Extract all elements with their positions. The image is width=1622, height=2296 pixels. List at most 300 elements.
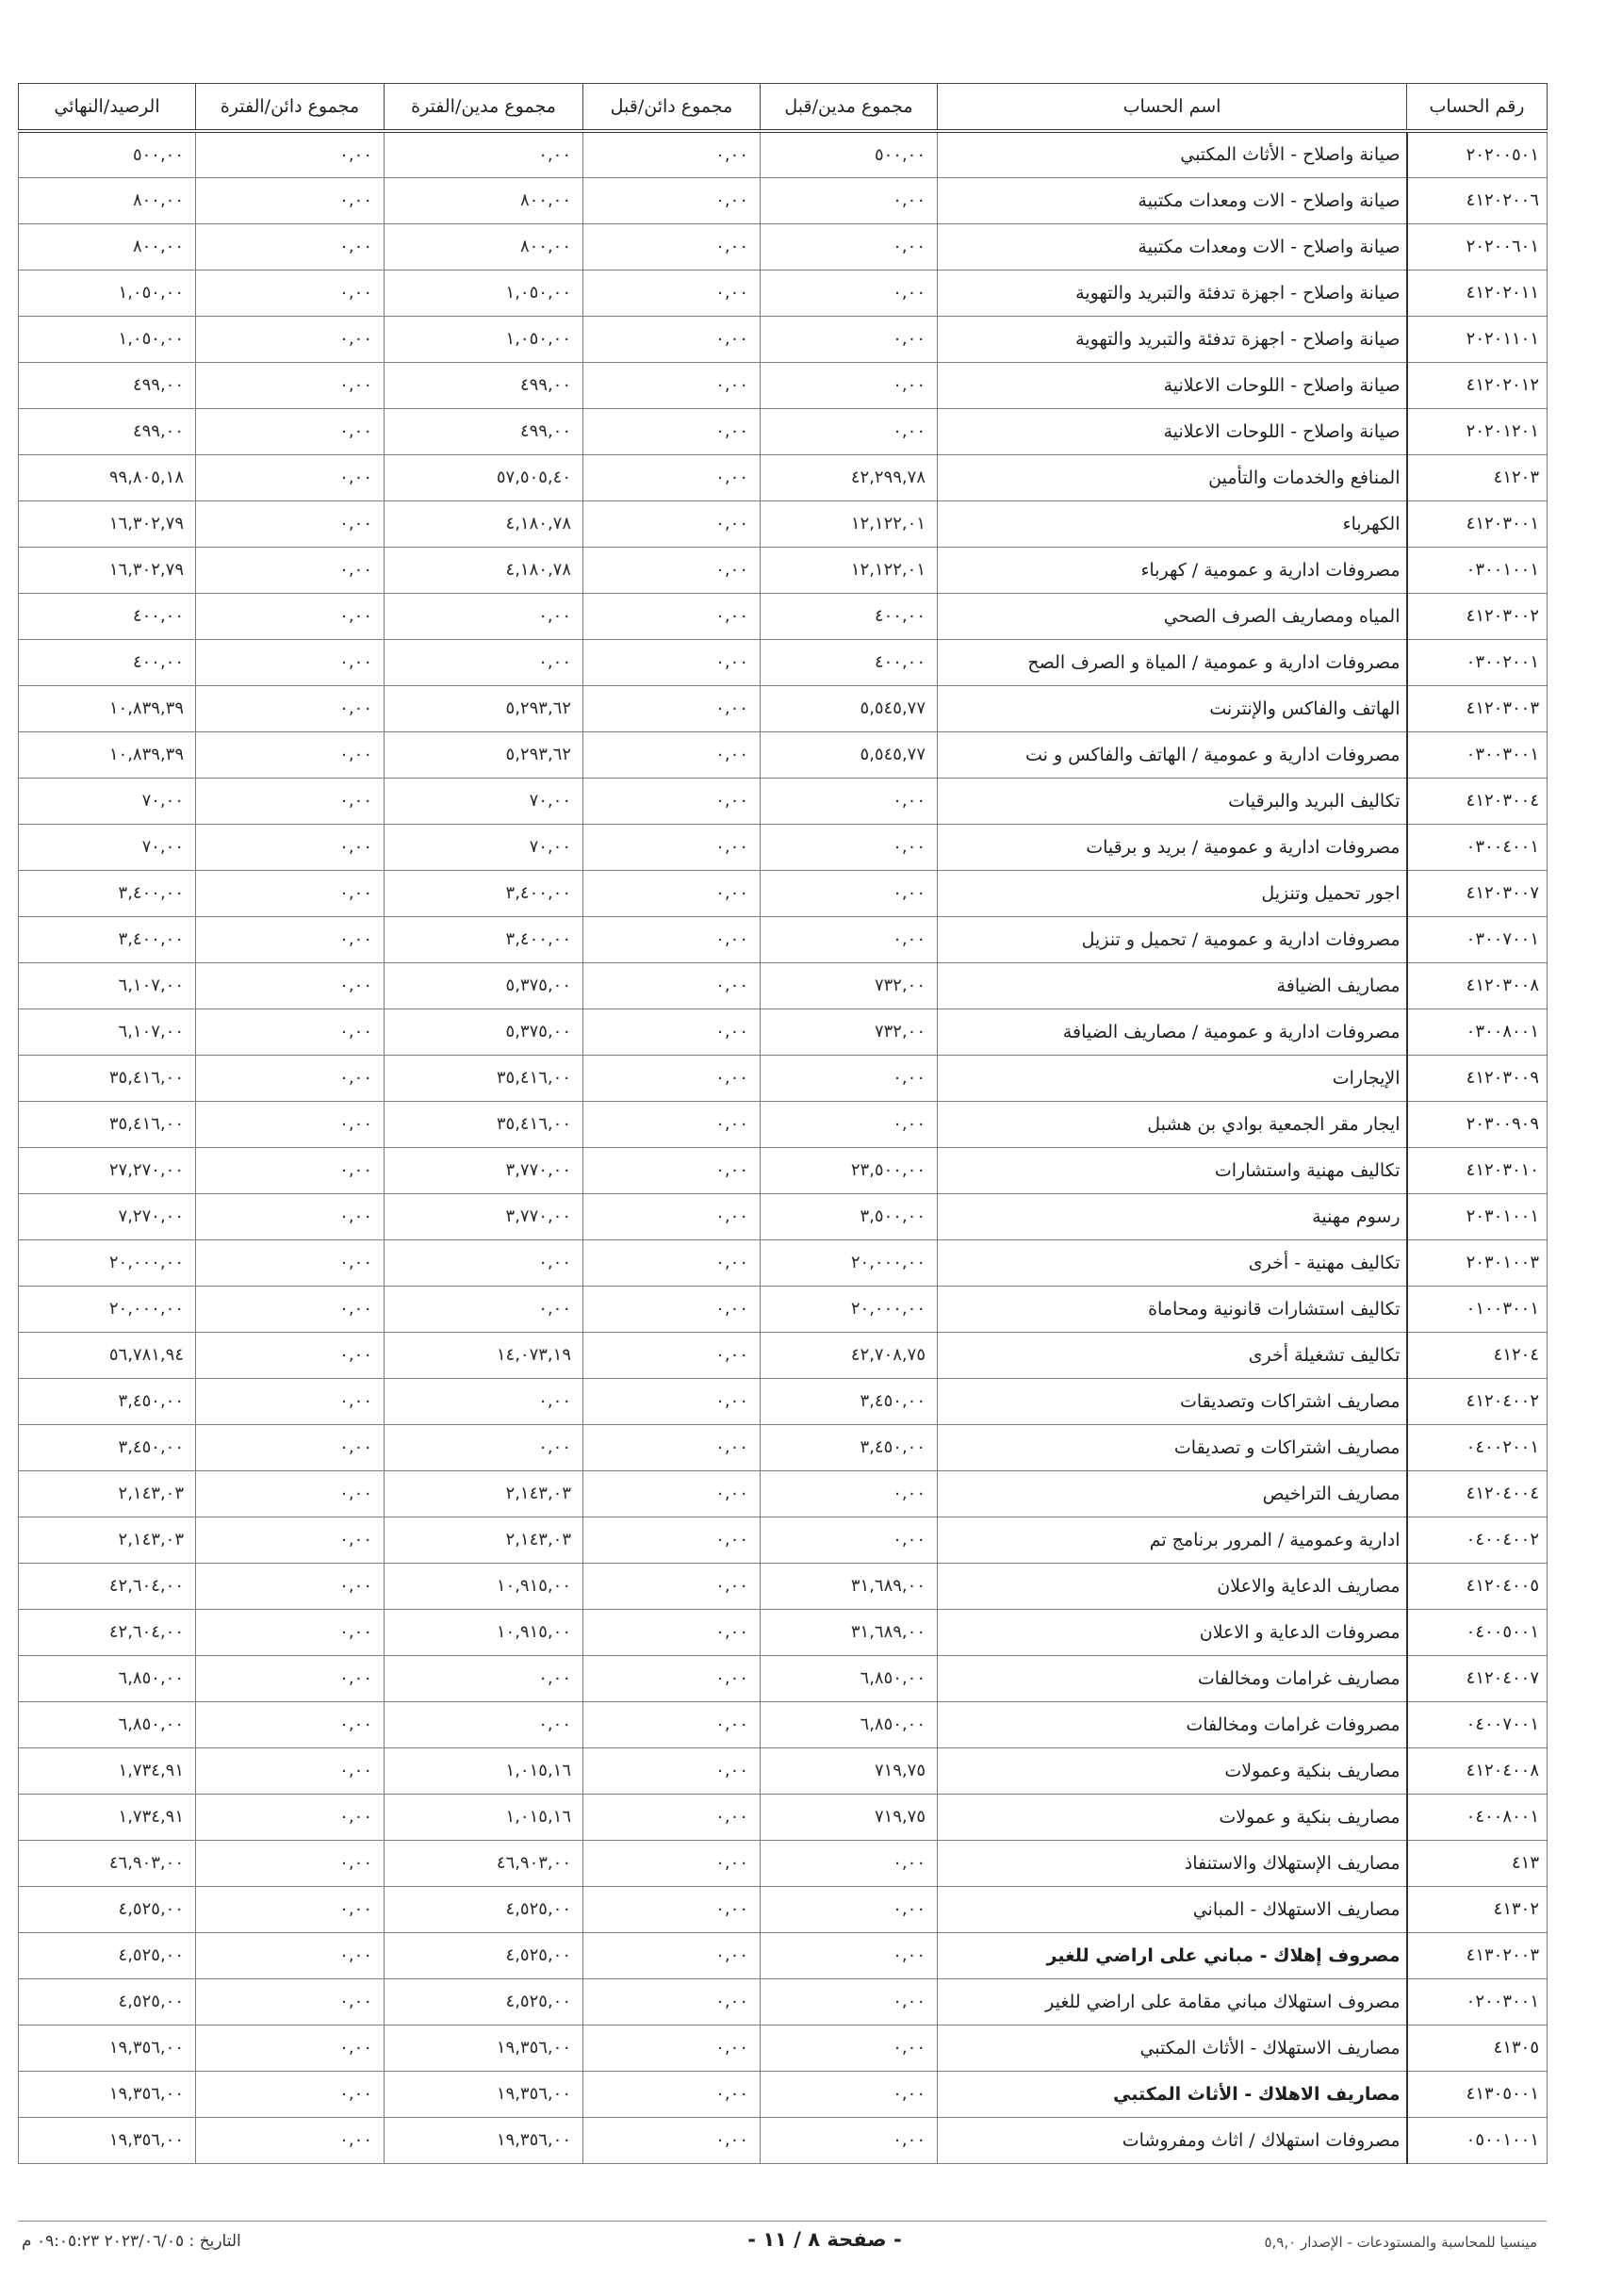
account-number-cell: ٠٥٠٠١٠٠١	[1407, 2117, 1548, 2163]
table-row	[19, 1517, 1548, 1563]
credit-period-cell: ٠,٠٠	[196, 1332, 385, 1378]
account-number-cell: ٤١٢٠٤	[1407, 1332, 1548, 1378]
debit-period-cell: ١,٠١٥,١٦	[385, 1747, 583, 1794]
account-name-cell: تكاليف البريد والبرقيات	[938, 778, 1407, 824]
debit-before-cell: ٧١٩,٧٥	[761, 1794, 938, 1840]
credit-before-cell: ٠,٠٠	[583, 2117, 761, 2163]
credit-before-cell: ٠,٠٠	[583, 1932, 761, 1978]
credit-period-cell: ٠,٠٠	[196, 177, 385, 223]
account-name-cell: المنافع والخدمات والتأمين	[938, 454, 1407, 500]
credit-period-cell: ٠,٠٠	[196, 639, 385, 685]
credit-before-cell: ٠,٠٠	[583, 223, 761, 270]
account-name-cell: مصاريف اشتراكات وتصديقات	[938, 1378, 1407, 1424]
account-number-cell: ٢٠٢٠١٢٠١	[1407, 408, 1548, 454]
account-number-cell: ٢٠٣٠١٠٠١	[1407, 1193, 1548, 1239]
final-balance-cell: ٤٩٩,٠٠	[19, 408, 196, 454]
final-balance-cell: ٦,٨٥٠,٠٠	[19, 1701, 196, 1747]
debit-period-cell: ٧٠,٠٠	[385, 778, 583, 824]
debit-period-cell: ٨٠٠,٠٠	[385, 177, 583, 223]
credit-before-cell: ٠,٠٠	[583, 962, 761, 1009]
table-row	[19, 962, 1548, 1009]
debit-before-cell: ٠,٠٠	[761, 2071, 938, 2117]
table-row	[19, 1286, 1548, 1332]
account-name-cell: صيانة واصلاح - الات ومعدات مكتبية	[938, 223, 1407, 270]
debit-period-cell: ٠,٠٠	[385, 639, 583, 685]
final-balance-cell: ١,٧٣٤,٩١	[19, 1794, 196, 1840]
credit-before-cell: ٠,٠٠	[583, 1193, 761, 1239]
account-name-cell: مصروفات ادارية و عمومية / الهاتف والفاكس و نت	[938, 731, 1407, 778]
account-name-cell: اجور تحميل وتنزيل	[938, 870, 1407, 916]
account-name-cell: صيانة واصلاح - اجهزة تدفئة والتبريد والتهوية	[938, 270, 1407, 316]
table-row	[19, 1332, 1548, 1378]
table-row	[19, 1840, 1548, 1886]
header-final-balance: الرصيد/النهائي	[19, 84, 196, 132]
final-balance-cell: ٧٠,٠٠	[19, 778, 196, 824]
account-name-cell: الإيجارات	[938, 1055, 1407, 1101]
debit-period-cell: ٠,٠٠	[385, 593, 583, 639]
debit-before-cell: ٠,٠٠	[761, 2117, 938, 2163]
account-name-cell: تكاليف استشارات قانونية ومحاماة	[938, 1286, 1407, 1332]
debit-before-cell: ٠,٠٠	[761, 2025, 938, 2071]
debit-period-cell: ٠,٠٠	[385, 131, 583, 177]
account-name-cell: مصروفات غرامات ومخالفات	[938, 1701, 1407, 1747]
account-number-cell: ٠٤٠٠٢٠٠١	[1407, 1424, 1548, 1470]
final-balance-cell: ٣,٤٠٠,٠٠	[19, 916, 196, 962]
debit-period-cell: ١٩,٣٥٦,٠٠	[385, 2025, 583, 2071]
debit-period-cell: ١,٠٥٠,٠٠	[385, 270, 583, 316]
final-balance-cell: ٤٠٠,٠٠	[19, 593, 196, 639]
final-balance-cell: ٦,٨٥٠,٠٠	[19, 1655, 196, 1701]
credit-before-cell: ٠,٠٠	[583, 1886, 761, 1932]
debit-before-cell: ٠,٠٠	[761, 408, 938, 454]
credit-period-cell: ٠,٠٠	[196, 1840, 385, 1886]
account-number-cell: ٤١٣	[1407, 1840, 1548, 1886]
credit-before-cell: ٠,٠٠	[583, 547, 761, 593]
debit-period-cell: ٤,١٨٠,٧٨	[385, 500, 583, 547]
credit-before-cell: ٠,٠٠	[583, 593, 761, 639]
credit-before-cell: ٠,٠٠	[583, 1055, 761, 1101]
table-row	[19, 1563, 1548, 1609]
table-row	[19, 454, 1548, 500]
credit-period-cell: ٠,٠٠	[196, 1655, 385, 1701]
credit-before-cell: ٠,٠٠	[583, 1701, 761, 1747]
table-row	[19, 500, 1548, 547]
credit-period-cell: ٠,٠٠	[196, 454, 385, 500]
debit-period-cell: ٢,١٤٣,٠٣	[385, 1470, 583, 1517]
final-balance-cell: ١٦,٣٠٢,٧٩	[19, 500, 196, 547]
debit-period-cell: ٥,٣٧٥,٠٠	[385, 962, 583, 1009]
final-balance-cell: ٤٦,٩٠٣,٠٠	[19, 1840, 196, 1886]
debit-period-cell: ٧٠,٠٠	[385, 824, 583, 870]
credit-before-cell: ٠,٠٠	[583, 454, 761, 500]
debit-before-cell: ٤٠٠,٠٠	[761, 593, 938, 639]
credit-before-cell: ٠,٠٠	[583, 500, 761, 547]
account-name-cell: مصروف إهلاك - مباني على اراضي للغير	[938, 1932, 1407, 1978]
final-balance-cell: ٧,٢٧٠,٠٠	[19, 1193, 196, 1239]
final-balance-cell: ١,٠٥٠,٠٠	[19, 316, 196, 362]
account-name-cell: مصاريف الاستهلاك - الأثاث المكتبي	[938, 2025, 1407, 2071]
final-balance-cell: ١٩,٣٥٦,٠٠	[19, 2117, 196, 2163]
account-name-cell: مصروفات ادارية و عمومية / المياة و الصرف الصح	[938, 639, 1407, 685]
debit-period-cell: ٣,٤٠٠,٠٠	[385, 870, 583, 916]
debit-before-cell: ٠,٠٠	[761, 1840, 938, 1886]
trial-balance-table	[18, 83, 1548, 2164]
debit-period-cell: ٤,١٨٠,٧٨	[385, 547, 583, 593]
account-name-cell: مصروف استهلاك مباني مقامة على اراضي للغير	[938, 1978, 1407, 2025]
table-row	[19, 1747, 1548, 1794]
account-name-cell: صيانة واصلاح - الأثاث المكتبي	[938, 131, 1407, 177]
debit-before-cell: ٠,٠٠	[761, 1101, 938, 1147]
account-number-cell: ٤١٢٠٣٠٠٢	[1407, 593, 1548, 639]
debit-period-cell: ١,٠٥٠,٠٠	[385, 316, 583, 362]
table-row	[19, 2071, 1548, 2117]
credit-before-cell: ٠,٠٠	[583, 316, 761, 362]
account-number-cell: ٤١٢٠٣٠٠٧	[1407, 870, 1548, 916]
account-name-cell: الكهرباء	[938, 500, 1407, 547]
debit-before-cell: ٠,٠٠	[761, 270, 938, 316]
credit-before-cell: ٠,٠٠	[583, 408, 761, 454]
debit-period-cell: ٤,٥٢٥,٠٠	[385, 1978, 583, 2025]
table-row	[19, 731, 1548, 778]
account-number-cell: ٤١٢٠٢٠١١	[1407, 270, 1548, 316]
credit-period-cell: ٠,٠٠	[196, 1886, 385, 1932]
account-name-cell: مصروفات ادارية و عمومية / بريد و برقيات	[938, 824, 1407, 870]
table-row	[19, 824, 1548, 870]
credit-period-cell: ٠,٠٠	[196, 1378, 385, 1424]
final-balance-cell: ٤,٥٢٥,٠٠	[19, 1978, 196, 2025]
table-row	[19, 1101, 1548, 1147]
credit-period-cell: ٠,٠٠	[196, 1794, 385, 1840]
account-number-cell: ٠٤٠٠٧٠٠١	[1407, 1701, 1548, 1747]
credit-period-cell: ٠,٠٠	[196, 2025, 385, 2071]
credit-period-cell: ٠,٠٠	[196, 1470, 385, 1517]
account-name-cell: مصاريف بنكية وعمولات	[938, 1747, 1407, 1794]
account-name-cell: مصاريف الاهلاك - الأثاث المكتبي	[938, 2071, 1407, 2117]
debit-period-cell: ٤,٥٢٥,٠٠	[385, 1886, 583, 1932]
debit-before-cell: ٠,٠٠	[761, 1055, 938, 1101]
account-number-cell: ٢٠٢٠٠٥٠١	[1407, 131, 1548, 177]
account-name-cell: مصاريف الضيافة	[938, 962, 1407, 1009]
account-number-cell: ٤١٣٠٢	[1407, 1886, 1548, 1932]
final-balance-cell: ٨٠٠,٠٠	[19, 177, 196, 223]
table-row	[19, 1609, 1548, 1655]
account-number-cell: ٤١٢٠٣	[1407, 454, 1548, 500]
final-balance-cell: ٦,١٠٧,٠٠	[19, 1009, 196, 1055]
credit-before-cell: ٠,٠٠	[583, 1147, 761, 1193]
account-number-cell: ٤١٣٠٥	[1407, 2025, 1548, 2071]
debit-before-cell: ١٢,١٢٢,٠١	[761, 500, 938, 547]
debit-period-cell: ٥,٢٩٣,٦٢	[385, 731, 583, 778]
credit-before-cell: ٠,٠٠	[583, 870, 761, 916]
final-balance-cell: ٥٠٠,٠٠	[19, 131, 196, 177]
debit-before-cell: ٥,٥٤٥,٧٧	[761, 685, 938, 731]
credit-period-cell: ٠,٠٠	[196, 1147, 385, 1193]
table-row	[19, 547, 1548, 593]
credit-before-cell: ٠,٠٠	[583, 131, 761, 177]
account-name-cell: رسوم مهنية	[938, 1193, 1407, 1239]
header-debit-before: مجموع مدين/قبل	[761, 84, 938, 132]
credit-before-cell: ٠,٠٠	[583, 1332, 761, 1378]
final-balance-cell: ٤٩٩,٠٠	[19, 362, 196, 408]
page-number: - صفحة ٨ / ١١ -	[747, 2228, 902, 2251]
account-name-cell: مصاريف الإستهلاك والاستنفاذ	[938, 1840, 1407, 1886]
credit-period-cell: ٠,٠٠	[196, 1101, 385, 1147]
debit-before-cell: ٣,٥٠٠,٠٠	[761, 1193, 938, 1239]
credit-before-cell: ٠,٠٠	[583, 1563, 761, 1609]
account-number-cell: ٠٤٠٠٤٠٠٢	[1407, 1517, 1548, 1563]
account-name-cell: المياه ومصاريف الصرف الصحي	[938, 593, 1407, 639]
debit-period-cell: ٤٩٩,٠٠	[385, 362, 583, 408]
credit-period-cell: ٠,٠٠	[196, 1609, 385, 1655]
final-balance-cell: ٨٠٠,٠٠	[19, 223, 196, 270]
table-row	[19, 1701, 1548, 1747]
final-balance-cell: ٢,١٤٣,٠٣	[19, 1517, 196, 1563]
credit-before-cell: ٠,٠٠	[583, 270, 761, 316]
final-balance-cell: ١٩,٣٥٦,٠٠	[19, 2025, 196, 2071]
credit-period-cell: ٠,٠٠	[196, 824, 385, 870]
table-row	[19, 1147, 1548, 1193]
account-name-cell: ايجار مقر الجمعية بوادي بن هشبل	[938, 1101, 1407, 1147]
debit-period-cell: ٠,٠٠	[385, 1378, 583, 1424]
account-number-cell: ٤١٢٠٤٠٠٥	[1407, 1563, 1548, 1609]
credit-period-cell: ٠,٠٠	[196, 1009, 385, 1055]
credit-before-cell: ٠,٠٠	[583, 177, 761, 223]
table-row	[19, 1055, 1548, 1101]
credit-before-cell: ٠,٠٠	[583, 639, 761, 685]
account-number-cell: ٠٣٠٠٣٠٠١	[1407, 731, 1548, 778]
final-balance-cell: ٣,٤٥٠,٠٠	[19, 1378, 196, 1424]
account-name-cell: تكاليف تشغيلة أخرى	[938, 1332, 1407, 1378]
account-number-cell: ٤١٢٠٣٠٠٣	[1407, 685, 1548, 731]
credit-before-cell: ٠,٠٠	[583, 1470, 761, 1517]
debit-before-cell: ٠,٠٠	[761, 316, 938, 362]
debit-before-cell: ٠,٠٠	[761, 1517, 938, 1563]
table-row	[19, 1193, 1548, 1239]
account-name-cell: تكاليف مهنية - أخرى	[938, 1239, 1407, 1286]
account-number-cell: ٢٠٣٠٠٩٠٩	[1407, 1101, 1548, 1147]
debit-period-cell: ٨٠٠,٠٠	[385, 223, 583, 270]
account-number-cell: ٤١٢٠٢٠٠٦	[1407, 177, 1548, 223]
print-date: التاريخ : ٢٠٢٣/٠٦/٠٥ ٠٩:٠٥:٢٣ م	[22, 2232, 241, 2251]
final-balance-cell: ١٩,٣٥٦,٠٠	[19, 2071, 196, 2117]
account-name-cell: الهاتف والفاكس والإنترنت	[938, 685, 1407, 731]
debit-before-cell: ٠,٠٠	[761, 824, 938, 870]
account-name-cell: مصروفات ادارية و عمومية / مصاريف الضيافة	[938, 1009, 1407, 1055]
debit-before-cell: ٧٣٢,٠٠	[761, 1009, 938, 1055]
debit-before-cell: ٠,٠٠	[761, 177, 938, 223]
account-name-cell: صيانة واصلاح - اللوحات الاعلانية	[938, 408, 1407, 454]
credit-before-cell: ٠,٠٠	[583, 2025, 761, 2071]
final-balance-cell: ١,٧٣٤,٩١	[19, 1747, 196, 1794]
credit-before-cell: ٠,٠٠	[583, 1424, 761, 1470]
debit-period-cell: ٣,٧٧٠,٠٠	[385, 1193, 583, 1239]
final-balance-cell: ٢٧,٢٧٠,٠٠	[19, 1147, 196, 1193]
debit-before-cell: ٠,٠٠	[761, 1978, 938, 2025]
account-number-cell: ٠٣٠٠٨٠٠١	[1407, 1009, 1548, 1055]
debit-before-cell: ٣,٤٥٠,٠٠	[761, 1378, 938, 1424]
account-number-cell: ٠٣٠٠١٠٠١	[1407, 547, 1548, 593]
credit-before-cell: ٠,٠٠	[583, 685, 761, 731]
final-balance-cell: ٤٢,٦٠٤,٠٠	[19, 1609, 196, 1655]
credit-period-cell: ٠,٠٠	[196, 131, 385, 177]
account-name-cell: صيانة واصلاح - اللوحات الاعلانية	[938, 362, 1407, 408]
debit-before-cell: ٠,٠٠	[761, 362, 938, 408]
credit-before-cell: ٠,٠٠	[583, 1747, 761, 1794]
account-name-cell: تكاليف مهنية واستشارات	[938, 1147, 1407, 1193]
account-name-cell: مصروفات استهلاك / اثاث ومفروشات	[938, 2117, 1407, 2163]
final-balance-cell: ٦,١٠٧,٠٠	[19, 962, 196, 1009]
credit-before-cell: ٠,٠٠	[583, 1101, 761, 1147]
header-debit-period: مجموع مدين/الفترة	[385, 84, 583, 132]
debit-before-cell: ٢٣,٥٠٠,٠٠	[761, 1147, 938, 1193]
final-balance-cell: ١٠,٨٣٩,٣٩	[19, 685, 196, 731]
credit-period-cell: ٠,٠٠	[196, 1932, 385, 1978]
credit-period-cell: ٠,٠٠	[196, 362, 385, 408]
table-row	[19, 870, 1548, 916]
table-row	[19, 1978, 1548, 2025]
debit-period-cell: ١٩,٣٥٦,٠٠	[385, 2117, 583, 2163]
credit-period-cell: ٠,٠٠	[196, 2071, 385, 2117]
credit-period-cell: ٠,٠٠	[196, 547, 385, 593]
account-name-cell: مصاريف التراخيص	[938, 1470, 1407, 1517]
debit-period-cell: ٠,٠٠	[385, 1655, 583, 1701]
account-number-cell: ٠٣٠٠٤٠٠١	[1407, 824, 1548, 870]
credit-period-cell: ٠,٠٠	[196, 1563, 385, 1609]
credit-before-cell: ٠,٠٠	[583, 2071, 761, 2117]
table-row	[19, 685, 1548, 731]
header-account-number: رقم الحساب	[1407, 84, 1548, 132]
debit-period-cell: ١٠,٩١٥,٠٠	[385, 1563, 583, 1609]
final-balance-cell: ٩٩,٨٠٥,١٨	[19, 454, 196, 500]
table-row	[19, 270, 1548, 316]
debit-before-cell: ١٢,١٢٢,٠١	[761, 547, 938, 593]
debit-before-cell: ٤٢,٢٩٩,٧٨	[761, 454, 938, 500]
credit-period-cell: ٠,٠٠	[196, 685, 385, 731]
debit-before-cell: ٢٠,٠٠٠,٠٠	[761, 1239, 938, 1286]
debit-before-cell: ٣,٤٥٠,٠٠	[761, 1424, 938, 1470]
debit-period-cell: ٠,٠٠	[385, 1701, 583, 1747]
account-number-cell: ٤١٢٠٣٠١٠	[1407, 1147, 1548, 1193]
debit-period-cell: ١,٠١٥,١٦	[385, 1794, 583, 1840]
final-balance-cell: ٢٠,٠٠٠,٠٠	[19, 1239, 196, 1286]
final-balance-cell: ٤٠٠,٠٠	[19, 639, 196, 685]
credit-period-cell: ٠,٠٠	[196, 1239, 385, 1286]
debit-before-cell: ٠,٠٠	[761, 1470, 938, 1517]
credit-before-cell: ٠,٠٠	[583, 1286, 761, 1332]
account-number-cell: ٠٣٠٠٧٠٠١	[1407, 916, 1548, 962]
debit-before-cell: ٥٠٠,٠٠	[761, 131, 938, 177]
credit-before-cell: ٠,٠٠	[583, 778, 761, 824]
credit-period-cell: ٠,٠٠	[196, 870, 385, 916]
debit-period-cell: ٠,٠٠	[385, 1239, 583, 1286]
account-number-cell: ٤١٢٠٣٠٠٨	[1407, 962, 1548, 1009]
account-number-cell: ٤١٣٠٢٠٠٣	[1407, 1932, 1548, 1978]
footer-divider	[18, 2221, 1547, 2222]
final-balance-cell: ١,٠٥٠,٠٠	[19, 270, 196, 316]
debit-before-cell: ٠,٠٠	[761, 778, 938, 824]
account-name-cell: مصروفات ادارية و عمومية / كهرباء	[938, 547, 1407, 593]
header-credit-before: مجموع دائن/قبل	[583, 84, 761, 132]
software-version: مينسيا للمحاسبة والمستودعات - الإصدار ٥,٩,٠	[1264, 2234, 1537, 2251]
credit-before-cell: ٠,٠٠	[583, 731, 761, 778]
credit-before-cell: ٠,٠٠	[583, 1239, 761, 1286]
account-name-cell: صيانة واصلاح - اجهزة تدفئة والتبريد والتهوية	[938, 316, 1407, 362]
debit-period-cell: ٣,٤٠٠,٠٠	[385, 916, 583, 962]
account-name-cell: مصاريف الاستهلاك - المباني	[938, 1886, 1407, 1932]
debit-before-cell: ٦,٨٥٠,٠٠	[761, 1701, 938, 1747]
debit-before-cell: ٤٢,٧٠٨,٧٥	[761, 1332, 938, 1378]
credit-period-cell: ٠,٠٠	[196, 731, 385, 778]
debit-before-cell: ٠,٠٠	[761, 870, 938, 916]
debit-before-cell: ٥,٥٤٥,٧٧	[761, 731, 938, 778]
table-row	[19, 2025, 1548, 2071]
debit-period-cell: ٤,٥٢٥,٠٠	[385, 1932, 583, 1978]
debit-before-cell: ٣١,٦٨٩,٠٠	[761, 1609, 938, 1655]
account-number-cell: ٤١٢٠٤٠٠٨	[1407, 1747, 1548, 1794]
credit-before-cell: ٠,٠٠	[583, 1978, 761, 2025]
credit-before-cell: ٠,٠٠	[583, 1609, 761, 1655]
account-number-cell: ٤١٢٠٣٠٠٤	[1407, 778, 1548, 824]
table-row	[19, 778, 1548, 824]
final-balance-cell: ٤,٥٢٥,٠٠	[19, 1886, 196, 1932]
account-number-cell: ٠١٠٠٣٠٠١	[1407, 1286, 1548, 1332]
credit-period-cell: ٠,٠٠	[196, 408, 385, 454]
account-number-cell: ٤١٢٠٤٠٠٧	[1407, 1655, 1548, 1701]
debit-period-cell: ٤٩٩,٠٠	[385, 408, 583, 454]
account-number-cell: ٢٠٢٠١١٠١	[1407, 316, 1548, 362]
credit-period-cell: ٠,٠٠	[196, 962, 385, 1009]
credit-before-cell: ٠,٠٠	[583, 1517, 761, 1563]
debit-before-cell: ٠,٠٠	[761, 916, 938, 962]
final-balance-cell: ٧٠,٠٠	[19, 824, 196, 870]
credit-period-cell: ٠,٠٠	[196, 593, 385, 639]
credit-period-cell: ٠,٠٠	[196, 1978, 385, 2025]
account-name-cell: مصروفات ادارية و عمومية / تحميل و تنزيل	[938, 916, 1407, 962]
credit-before-cell: ٠,٠٠	[583, 362, 761, 408]
account-number-cell: ٤١٢٠٣٠٠٩	[1407, 1055, 1548, 1101]
account-number-cell: ٤١٢٠٤٠٠٢	[1407, 1378, 1548, 1424]
table-row	[19, 2117, 1548, 2163]
debit-period-cell: ٢,١٤٣,٠٣	[385, 1517, 583, 1563]
final-balance-cell: ٤,٥٢٥,٠٠	[19, 1932, 196, 1978]
debit-period-cell: ١٠,٩١٥,٠٠	[385, 1609, 583, 1655]
debit-period-cell: ٣٥,٤١٦,٠٠	[385, 1055, 583, 1101]
table-row	[19, 1655, 1548, 1701]
credit-period-cell: ٠,٠٠	[196, 1747, 385, 1794]
debit-before-cell: ٣١,٦٨٩,٠٠	[761, 1563, 938, 1609]
credit-before-cell: ٠,٠٠	[583, 1794, 761, 1840]
credit-period-cell: ٠,٠٠	[196, 1701, 385, 1747]
table-row	[19, 362, 1548, 408]
account-name-cell: مصاريف غرامات ومخالفات	[938, 1655, 1407, 1701]
credit-period-cell: ٠,٠٠	[196, 1193, 385, 1239]
account-number-cell: ٠٣٠٠٢٠٠١	[1407, 639, 1548, 685]
account-name-cell: مصاريف الدعاية والاعلان	[938, 1563, 1407, 1609]
account-name-cell: ادارية وعمومية / المرور برنامج تم	[938, 1517, 1407, 1563]
table-row	[19, 1239, 1548, 1286]
final-balance-cell: ٥٦,٧٨١,٩٤	[19, 1332, 196, 1378]
account-number-cell: ٤١٢٠٣٠٠١	[1407, 500, 1548, 547]
table-row	[19, 1470, 1548, 1517]
account-number-cell: ٢٠٣٠١٠٠٣	[1407, 1239, 1548, 1286]
debit-period-cell: ٤٦,٩٠٣,٠٠	[385, 1840, 583, 1886]
account-number-cell: ٠٤٠٠٨٠٠١	[1407, 1794, 1548, 1840]
account-name-cell: مصاريف بنكية و عمولات	[938, 1794, 1407, 1840]
debit-before-cell: ٤٠٠,٠٠	[761, 639, 938, 685]
final-balance-cell: ٢,١٤٣,٠٣	[19, 1470, 196, 1517]
debit-period-cell: ٥٧,٥٠٥,٤٠	[385, 454, 583, 500]
debit-before-cell: ٧١٩,٧٥	[761, 1747, 938, 1794]
